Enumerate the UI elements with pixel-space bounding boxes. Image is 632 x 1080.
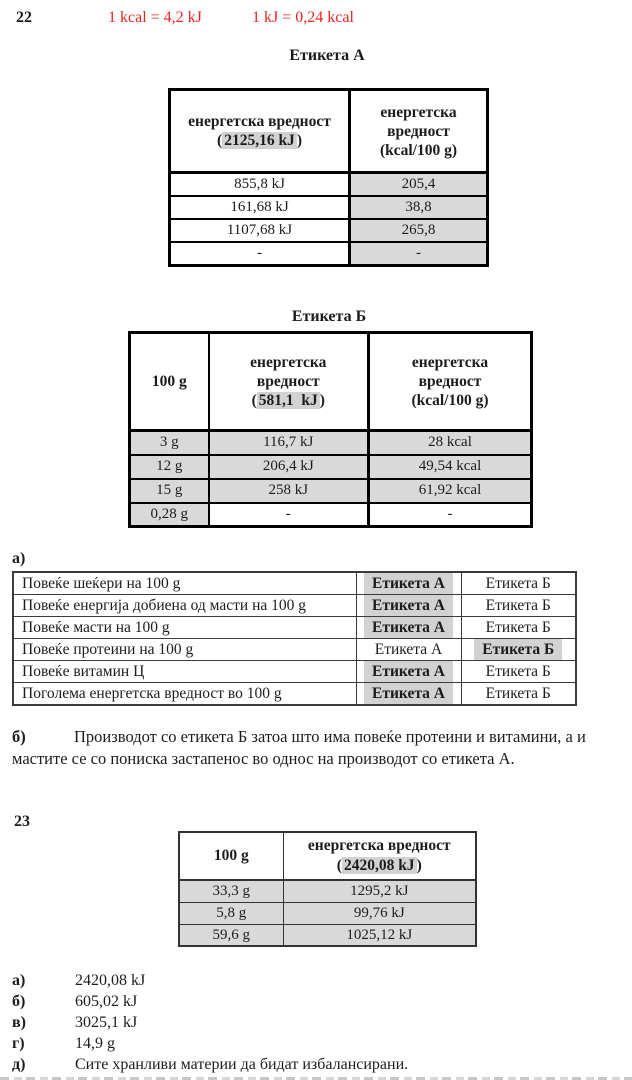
criterion-cell: Повеќе витамин Ц (13, 661, 356, 683)
kcal-cell: 49,54 kcal (369, 455, 532, 479)
criterion-cell: Повеќе масти на 100 g (13, 617, 356, 639)
grams-cell: 33,3 g (179, 880, 283, 902)
option-a (356, 617, 461, 639)
kj-cell: 855,8 kJ (170, 173, 350, 197)
highlighted-value: 581,1 kJ (258, 392, 318, 409)
label-b-option: Етикета Б (485, 575, 551, 592)
grams-cell: 15 g (130, 479, 209, 503)
answer-text: Сите хранливи материи да бидат избалансирани. (75, 1056, 409, 1073)
option-b (461, 683, 576, 706)
label-b-option: Етикета Б (485, 685, 551, 702)
header-value: ( 2125,16 kJ ) (217, 132, 302, 149)
label-a-option: Етикета А (364, 683, 453, 704)
highlighted-value: 2420,08 kJ (343, 857, 415, 874)
comparison-row (13, 617, 576, 639)
grams-cell: 5,8 g (179, 902, 283, 924)
problem-23-table (178, 831, 477, 947)
kcal-cell: 61,92 kcal (369, 479, 532, 503)
label-b-grams-header: 100 g (130, 333, 209, 431)
answer-text: 2420,08 kJ (75, 972, 146, 989)
label-a-energy-kj-header (170, 90, 350, 173)
problem-22-number: 22 (16, 9, 32, 26)
table-row (130, 479, 532, 503)
option-a (356, 595, 461, 617)
comparison-row (13, 661, 576, 683)
comparison-row (13, 639, 576, 661)
label-a-option: Етикета А (364, 595, 453, 616)
label-b-option: Етикета Б (485, 619, 551, 636)
table-row (130, 503, 532, 527)
label-b-option: Етикета Б (474, 639, 562, 660)
option-a (356, 639, 461, 661)
label-a-title: Етикета А (289, 47, 365, 64)
criterion-cell: Повеќе протеини на 100 g (13, 639, 356, 661)
criterion-cell: Поголема енергетска вредност во 100 g (13, 683, 356, 706)
label-b-energy-kcal-header: енергетска вредност (kcal/100 g) (369, 333, 532, 431)
kj-cell: 161,68 kJ (170, 196, 350, 219)
kj-cell: 99,76 kJ (283, 902, 476, 924)
option-b (461, 661, 576, 683)
comparison-row (13, 683, 576, 706)
problem-23-header-row (179, 832, 476, 880)
table-row (170, 196, 488, 219)
answer-label: д) (12, 1056, 26, 1073)
answer-row (12, 1033, 408, 1054)
label-b-table (128, 331, 533, 528)
answer-label: б) (12, 993, 26, 1010)
kcal-cell: 28 kcal (369, 431, 532, 455)
answer-label: в) (12, 1014, 26, 1031)
label-b-option: Етикета Б (485, 663, 551, 680)
option-a (356, 683, 461, 706)
table-row (179, 880, 476, 902)
kj-cell: 1107,68 kJ (170, 219, 350, 242)
option-a (356, 661, 461, 683)
table-row (130, 431, 532, 455)
highlighted-value: 2125,16 kJ (224, 132, 295, 149)
kcal-cell: - (350, 242, 488, 266)
kj-to-kcal-formula: 1 kJ = 0,24 kcal (252, 9, 354, 26)
label-b-option: Етикета Б (485, 597, 551, 614)
answer-label: г) (12, 1035, 25, 1052)
kj-cell: 206,4 kJ (209, 455, 369, 479)
header-value: ( 581,1 kJ ) (251, 392, 325, 409)
answer-row (12, 991, 408, 1012)
section-b-answer (12, 726, 624, 769)
label-a-option: Етикета А (374, 641, 443, 658)
label-b-title: Етикета Б (291, 308, 367, 325)
answer-text: 14,9 g (75, 1035, 115, 1052)
kcal-cell: - (369, 503, 532, 527)
table-row (179, 902, 476, 924)
grams-cell: 0,28 g (130, 503, 209, 527)
answer-text: 605,02 kJ (75, 993, 138, 1010)
section-b-text: Производот со етикета Б затоа што има повеќе протеини и витамини, а и мастите се со пониска застапенос во однос на производот со етикета А. (12, 727, 586, 768)
kj-cell: 1295,2 kJ (283, 880, 476, 902)
criterion-cell: Повеќе шеќери на 100 g (13, 572, 356, 595)
option-a (356, 572, 461, 595)
label-a-option: Етикета А (364, 661, 453, 682)
answer-text: 3025,1 kJ (75, 1014, 138, 1031)
table-row (130, 455, 532, 479)
table-row (170, 242, 488, 266)
kj-cell: - (170, 242, 350, 266)
label-a-option: Етикета А (364, 573, 453, 594)
option-b (461, 572, 576, 595)
kj-cell: 1025,12 kJ (283, 924, 476, 946)
kj-cell: - (209, 503, 369, 527)
kcal-to-kj-formula: 1 kcal = 4,2 kJ (108, 9, 202, 26)
label-a-header-row (170, 90, 488, 173)
option-b (461, 595, 576, 617)
energy-header: енергетска вредност ( 2420,08 kJ ) (283, 832, 476, 880)
label-a-option: Етикета А (364, 617, 453, 638)
label-b-header-row (130, 333, 532, 431)
option-b (461, 639, 576, 661)
criterion-cell: Повеќе енергија добиена од масти на 100 g (13, 595, 356, 617)
answer-row (12, 970, 408, 991)
label-a-energy-kcal-header: енергетска вредност (kcal/100 g) (350, 90, 488, 173)
kcal-cell: 205,4 (350, 173, 488, 197)
comparison-table (12, 571, 577, 706)
table-row (179, 924, 476, 946)
grams-cell: 59,6 g (179, 924, 283, 946)
kj-cell: 116,7 kJ (209, 431, 369, 455)
answer-row (12, 1054, 408, 1075)
answer-label: а) (12, 972, 26, 989)
header-label: енергетска вредност (188, 113, 331, 130)
table-row (170, 173, 488, 197)
label-a-table (168, 88, 489, 267)
comparison-row (13, 595, 576, 617)
kj-cell: 258 kJ (209, 479, 369, 503)
section-b-label: б) (12, 727, 26, 746)
section-a-label: а) (12, 550, 26, 567)
option-b (461, 617, 576, 639)
table-row (170, 219, 488, 242)
grams-header: 100 g (179, 832, 283, 880)
header-value: ( 2420,08 kJ ) (336, 857, 422, 874)
problem-23-number: 23 (14, 813, 30, 830)
problem-23-answers (12, 970, 408, 1075)
kcal-cell: 38,8 (350, 196, 488, 219)
grams-cell: 3 g (130, 431, 209, 455)
answer-row (12, 1012, 408, 1033)
label-b-energy-kj-header: енергетска вредност ( 581,1 kJ ) (209, 333, 369, 431)
kcal-cell: 265,8 (350, 219, 488, 242)
comparison-row (13, 572, 576, 595)
grams-cell: 12 g (130, 455, 209, 479)
